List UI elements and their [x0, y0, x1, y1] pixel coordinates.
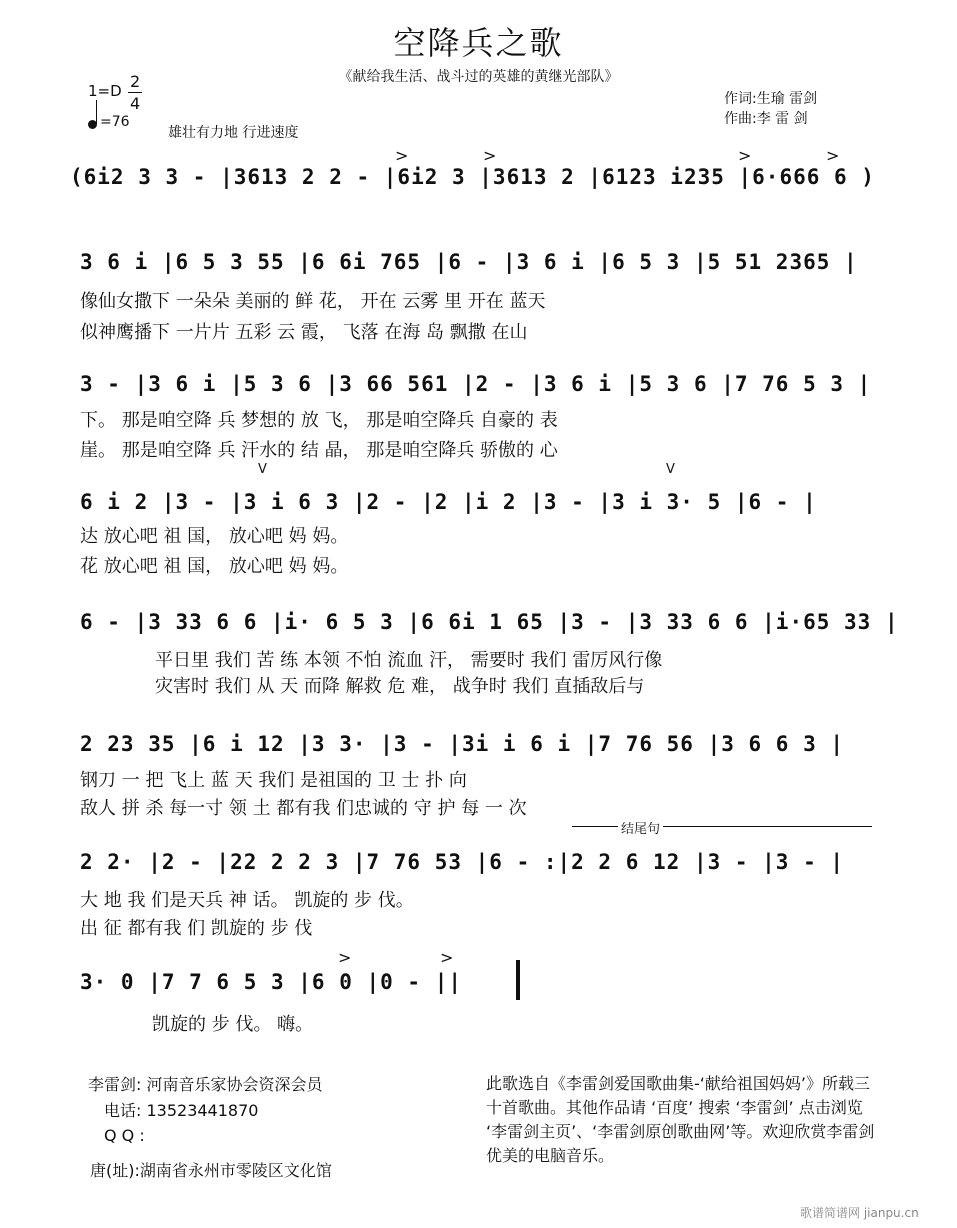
- coda-bracket: [572, 826, 872, 827]
- quarter-note-stem: [96, 100, 97, 124]
- lyrics-line-2-verse-1: 像仙女撒下 一朵朵 美丽的 鲜 花， 开在 云雾 里 开在 蓝天: [80, 291, 546, 312]
- lyrics-line-3-verse-1: 下。 那是咱空降 兵 梦想的 放 飞， 那是咱空降兵 自豪的 表: [80, 410, 558, 431]
- lyrics-line-4-verse-1: 达 放心吧 祖 国， 放心吧 妈 妈。: [80, 526, 349, 547]
- time-signature-bar: [128, 92, 142, 93]
- accent-mark: >: [738, 146, 752, 165]
- time-signature-bottom: 4: [130, 94, 141, 113]
- accent-mark: >: [483, 146, 497, 165]
- notation-line-5: 6 - |3 33 6 6 |i· 6 5 3 |6 6i 1 65 |3 - |3 33 6 6 |i·65 33 |: [80, 610, 899, 634]
- watermark: 歌谱简谱网 jianpu.cn: [800, 1206, 919, 1220]
- composer: 作曲:李 雷 剑: [724, 111, 808, 127]
- accent-mark: >: [395, 146, 409, 165]
- author-info: 李雷剑: 河南音乐家协会资深会员: [88, 1075, 323, 1094]
- author-address: 唐(址):湖南省永州市零陵区文化馆: [90, 1161, 332, 1180]
- author-phone: 电话: 13523441870: [104, 1101, 259, 1120]
- time-signature-top: 2: [130, 72, 141, 91]
- notation-line-1: (6i2 3 3 - |3613 2 2 - |6i2 3 |3613 2 |6123 i235 |6·666 6 ): [70, 165, 875, 189]
- accent-mark: >: [440, 948, 454, 967]
- author-qq: Q Q :: [104, 1126, 145, 1145]
- key-signature: 1=D: [88, 82, 122, 100]
- notation-line-7: 2 2· |2 - |22 2 2 3 |7 76 53 |6 - :|2 2 6 12 |3 - |3 - |: [80, 850, 845, 874]
- lyrics-line-6-verse-1: 钢刀 一 把 飞上 蓝 天 我们 是祖国的 卫 士 扑 向: [80, 770, 467, 791]
- lyricist: 作词:生瑜 雷剑: [724, 91, 818, 107]
- lyrics-line-5-verse-1: 平日里 我们 苦 练 本领 不怕 流血 汗， 需要时 我们 雷厉风行像: [155, 650, 663, 671]
- notation-line-8: 3· 0 |7 7 6 5 3 |6 0 |0 - ||: [80, 970, 463, 994]
- notation-line-3: 3 - |3 6 i |5 3 6 |3 66 561 |2 - |3 6 i |5 3 6 |7 76 5 3 |: [80, 372, 872, 396]
- expression-marking: 雄壮有力地 行进速度: [168, 125, 299, 141]
- lyrics-line-3-verse-2: 崖。 那是咱空降 兵 汗水的 结 晶， 那是咱空降兵 骄傲的 心: [80, 440, 558, 461]
- collection-note: 此歌选自《李雷剑爱国歌曲集-‘献给祖国妈妈’》所载三十首歌曲。其他作品请 ‘百度’ 搜索 ‘李雷剑’ 点击浏览 ‘李雷剑主页’、‘李雷剑原创歌曲网’等。欢迎欣赏李雷剑优美的电脑音乐。: [486, 1074, 875, 1165]
- lyrics-line-5-verse-2: 灾害时 我们 从 天 而降 解救 危 难， 战争时 我们 直插敌后与: [155, 676, 645, 697]
- lyrics-line-4-verse-2: 花 放心吧 祖 国， 放心吧 妈 妈。: [80, 556, 349, 577]
- lyrics-line-2-verse-2: 似神鹰播下 一片片 五彩 云 霞， 飞落 在海 岛 飘撒 在山: [80, 322, 528, 343]
- notation-line-6: 2 23 35 |6 i 12 |3 3· |3 - |3i i 6 i |7 76 56 |3 6 6 3 |: [80, 732, 845, 756]
- coda-label: 结尾句: [618, 818, 663, 837]
- song-title: 空降兵之歌: [393, 24, 564, 62]
- accent-mark: >: [826, 146, 840, 165]
- breath-mark: V: [258, 462, 267, 477]
- final-barline: [516, 960, 520, 1000]
- accent-mark: >: [338, 948, 352, 967]
- lyrics-line-7-verse-1: 大 地 我 们是天兵 神 话。 凯旋的 步 伐。: [80, 890, 414, 911]
- notation-line-2: 3 6 i |6 5 3 55 |6 6i 765 |6 - |3 6 i |6 5 3 |5 51 2365 |: [80, 250, 858, 274]
- lyrics-line-6-verse-2: 敌人 拼 杀 每一寸 领 土 都有我 们忠诚的 守 护 每 一 次: [80, 798, 527, 819]
- breath-mark: V: [666, 462, 675, 477]
- song-dedication: 《献给我生活、战斗过的英雄的黄继光部队》: [338, 69, 619, 85]
- lyrics-line-8: 凯旋的 步 伐。 嗨。: [152, 1014, 314, 1035]
- notation-line-4: 6 i 2 |3 - |3 i 6 3 |2 - |2 |i 2 |3 - |3 i 3· 5 |6 - |: [80, 490, 817, 514]
- tempo-marking: =76: [100, 114, 130, 130]
- lyrics-line-7-verse-2: 出 征 都有我 们 凯旋的 步 伐: [80, 918, 313, 939]
